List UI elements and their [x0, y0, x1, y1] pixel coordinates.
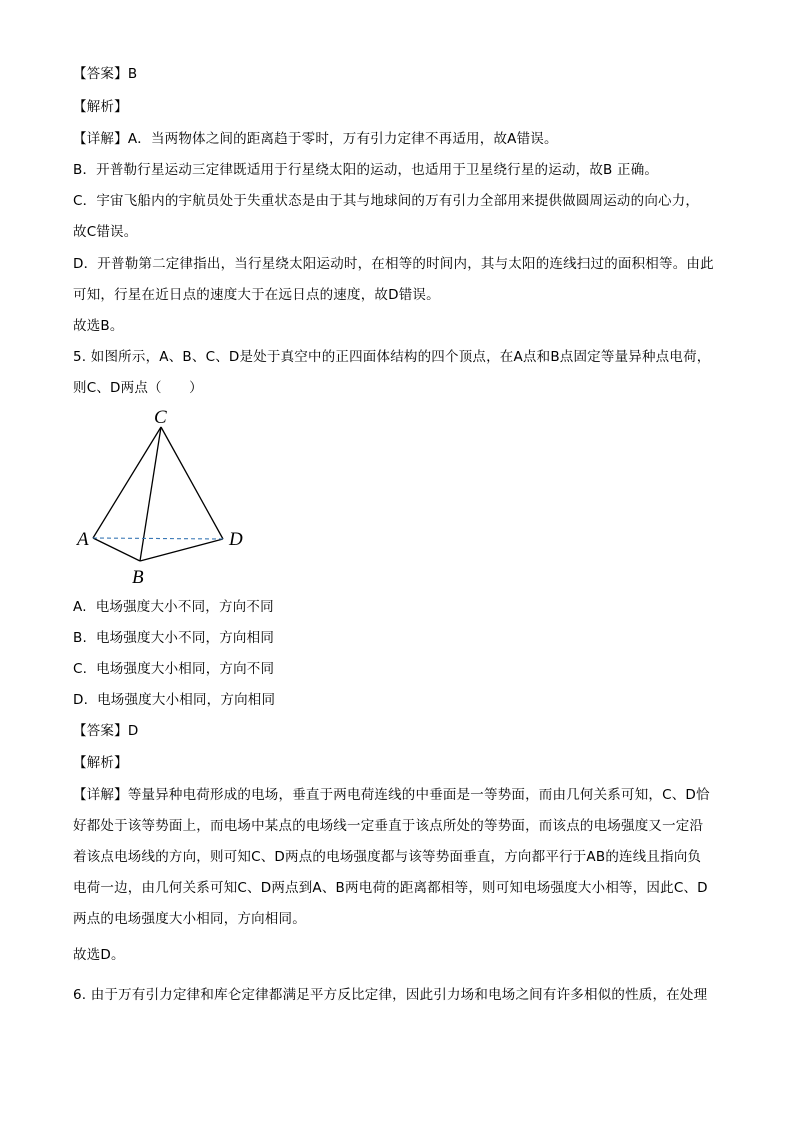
option-text: 电场强度大小不同，方向相同	[95, 630, 275, 646]
q5-answer-line	[73, 721, 733, 741]
q4-option-d-analysis-2: 可知，行星在近日点的速度大于在远日点的速度，故D错误。	[73, 287, 440, 303]
q4-conclusion: 故选B。	[73, 318, 124, 334]
detail-tag: 【详解】	[73, 131, 128, 147]
q5-option-a	[73, 597, 733, 617]
q4-detail-line	[73, 129, 733, 149]
detail-tag: 【详解】	[73, 787, 128, 803]
answer-value: B	[127, 66, 138, 82]
q5-option-d	[73, 690, 733, 710]
edge-cb	[140, 427, 161, 561]
option-letter: D.	[73, 692, 89, 708]
q4-option-b-analysis: B．开普勒行星运动三定律既适用于行星绕太阳的运动，也适用于卫星绕行星的运动，故B 正确。	[73, 162, 659, 178]
vertex-label-b: B	[132, 567, 144, 588]
tetrahedron-figure	[73, 405, 263, 590]
answer-tag: 【答案】	[73, 66, 128, 82]
edge-bd	[140, 539, 223, 561]
q5-option-c	[73, 659, 733, 679]
option-text: 电场强度大小相同，方向不同	[96, 661, 275, 677]
vertex-label-c: C	[154, 407, 167, 428]
q5-conclusion: 故选D。	[73, 947, 125, 963]
q5-stem-1: 5. 如图所示，A、B、C、D是处于真空中的正四面体结构的四个顶点，在A点和B点固定等量异种点电荷，	[73, 349, 711, 365]
edge-cd	[161, 427, 223, 539]
q5-analysis-tag: 【解析】	[73, 755, 128, 771]
vertex-label-a: A	[77, 529, 89, 550]
q4-answer-line	[73, 64, 733, 84]
edge-ab	[93, 538, 140, 561]
q6-stem-1: 6. 由于万有引力定律和库仑定律都满足平方反比定律，因此引力场和电场之间有许多相似的性质，在处理	[73, 987, 708, 1003]
q5-detail-line-3: 着该点电场线的方向，则可知C、D两点的电场强度都与该等势面垂直，方向都平行于AB的连线且指向负	[73, 849, 702, 865]
option-letter: C.	[73, 661, 88, 677]
q5-stem-2: 则C、D两点（ ）	[73, 380, 203, 396]
q5-detail-line-4: 电荷一边，由几何关系可知C、D两点到A、B两电荷的距离都相等，则可知电场强度大小相等，因此C、D	[73, 880, 708, 896]
q4-analysis-tag: 【解析】	[73, 99, 128, 115]
q4-option-d-analysis-1: D．开普勒第二定律指出，当行星绕太阳运动时，在相等的时间内，其与太阳的连线扫过的面积相等。由此	[73, 256, 714, 272]
option-letter: A.	[73, 599, 87, 615]
option-letter: B.	[73, 630, 87, 646]
q5-detail-line-2: 好都处于该等势面上，而电场中某点的电场线一定垂直于该点所处的等势面，而该点的电场强度又一定沿	[73, 818, 704, 834]
option-text: 电场强度大小不同，方向不同	[95, 599, 274, 615]
detail-text: 等量异种电荷形成的电场，垂直于两电荷连线的中垂面是一等势面，而由几何关系可知，C、D恰	[127, 787, 710, 803]
q4-option-c-analysis-1: C．宇宙飞船内的宇航员处于失重状态是由于其与地球间的万有引力全部用来提供做圆周运动的向心力，	[73, 193, 700, 209]
answer-tag: 【答案】	[73, 723, 128, 739]
q4-option-c-analysis-2: 故C错误。	[73, 224, 138, 240]
edge-ad-hidden	[93, 538, 223, 539]
detail-text: A．当两物体之间的距离趋于零时，万有引力定律不再适用，故A错误。	[127, 131, 558, 147]
q5-option-b	[73, 628, 733, 648]
answer-value: D	[127, 723, 139, 739]
option-text: 电场强度大小相同，方向相同	[97, 692, 276, 708]
q5-detail-line-5: 两点的电场强度大小相同，方向相同。	[73, 911, 306, 927]
edge-ca	[93, 427, 161, 538]
q5-detail-line-1	[73, 785, 733, 805]
vertex-label-d: D	[229, 529, 243, 550]
